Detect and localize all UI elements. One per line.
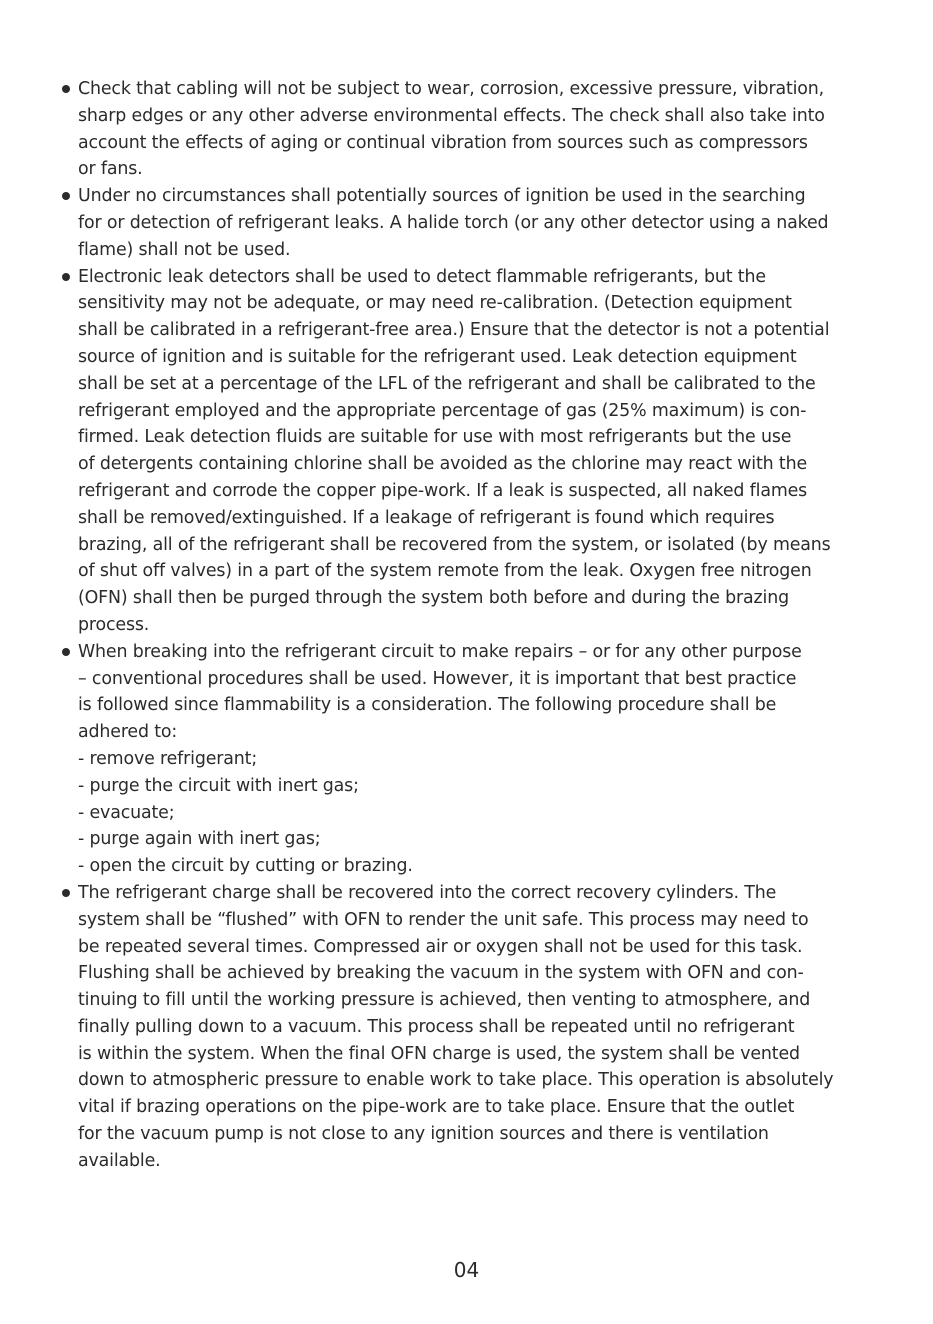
text-line: shall be set at a percentage of the LFL of the refrigerant and shall be calibrated to the	[78, 373, 816, 394]
bullet-item	[62, 183, 872, 263]
text-line: flame) shall not be used.	[78, 239, 291, 260]
page-number: 04	[453, 1258, 480, 1282]
text-line: brazing, all of the refrigerant shall be recovered from the system, or isolated (by means	[78, 534, 831, 555]
text-line: of shut off valves) in a part of the system remote from the leak. Oxygen free nitrogen	[78, 561, 812, 582]
text-line: vital if brazing operations on the pipe-work are to take place. Ensure that the outlet	[78, 1097, 795, 1118]
bullet-item	[62, 76, 872, 183]
text-line: for or detection of refrigerant leaks. A halide torch (or any other detector using a naked	[78, 212, 829, 233]
text-line: sharp edges or any other adverse environmental effects. The check shall also take into	[78, 105, 825, 126]
text-line: The refrigerant charge shall be recovered into the correct recovery cylinders. The	[78, 882, 777, 903]
text-line: available.	[78, 1150, 161, 1171]
text-line: shall be removed/extinguished. If a leakage of refrigerant is found which requires	[78, 507, 775, 528]
text-line: shall be calibrated in a refrigerant-free area.) Ensure that the detector is not a potential	[78, 320, 830, 341]
bullet-list	[62, 76, 872, 1175]
text-line: finally pulling down to a vacuum. This process shall be repeated until no refrigerant	[78, 1016, 795, 1037]
bullet-item	[62, 880, 872, 1175]
bullet-dot-icon	[62, 85, 70, 93]
text-line: - remove refrigerant;	[78, 748, 258, 769]
bullet-dot-icon	[62, 648, 70, 656]
text-line: tinuing to fill until the working pressure is achieved, then venting to atmosphere, and	[78, 990, 811, 1011]
bullet-item	[62, 264, 872, 639]
text-line: Flushing shall be achieved by breaking the vacuum in the system with OFN and con-	[78, 963, 804, 984]
text-line: Check that cabling will not be subject to wear, corrosion, excessive pressure, vibration,	[78, 79, 825, 99]
text-line: - purge again with inert gas;	[78, 829, 321, 850]
text-line: refrigerant and corrode the copper pipe-work. If a leak is suspected, all naked flames	[78, 480, 808, 501]
text-line: Under no circumstances shall potentially sources of ignition be used in the searching	[78, 186, 806, 207]
text-line: be repeated several times. Compressed air or oxygen shall not be used for this task.	[78, 936, 803, 957]
text-line: firmed. Leak detection fluids are suitable for use with most refrigerants but the use	[78, 427, 792, 448]
text-line: system shall be “flushed” with OFN to render the unit safe. This process may need to	[78, 909, 809, 930]
bullet-dot-icon	[62, 192, 70, 200]
text-line: refrigerant employed and the appropriate percentage of gas (25% maximum) is con-	[78, 400, 807, 421]
text-line: sensitivity may not be adequate, or may need re-calibration. (Detection equipment	[78, 293, 792, 314]
text-line: - evacuate;	[78, 802, 175, 823]
bullet-item	[62, 639, 872, 880]
text-line: down to atmospheric pressure to enable work to take place. This operation is absolutely	[78, 1070, 834, 1091]
bullet-dot-icon	[62, 273, 70, 281]
text-line: – conventional procedures shall be used. However, it is important that best practice	[78, 668, 797, 689]
text-line: When breaking into the refrigerant circuit to make repairs – or for any other purpose	[78, 641, 802, 662]
text-line: source of ignition and is suitable for the refrigerant used. Leak detection equipment	[78, 346, 797, 367]
text-line: - open the circuit by cutting or brazing.	[78, 856, 413, 877]
text-line: for the vacuum pump is not close to any ignition sources and there is ventilation	[78, 1124, 769, 1145]
text-line: - purge the circuit with inert gas;	[78, 775, 359, 796]
text-line: adhered to:	[78, 722, 178, 743]
text-line: account the effects of aging or continual vibration from sources such as compressors	[78, 132, 808, 153]
text-line: Electronic leak detectors shall be used to detect flammable refrigerants, but the	[78, 266, 766, 287]
text-line: or fans.	[78, 159, 143, 180]
text-line: of detergents containing chlorine shall be avoided as the chlorine may react with the	[78, 454, 808, 475]
text-line: process.	[78, 614, 150, 635]
text-line: (OFN) shall then be purged through the system both before and during the brazing	[78, 588, 789, 609]
text-line: is followed since flammability is a consideration. The following procedure shall be	[78, 695, 777, 716]
bullet-dot-icon	[62, 889, 70, 897]
text-line: is within the system. When the final OFN charge is used, the system shall be vented	[78, 1043, 800, 1064]
